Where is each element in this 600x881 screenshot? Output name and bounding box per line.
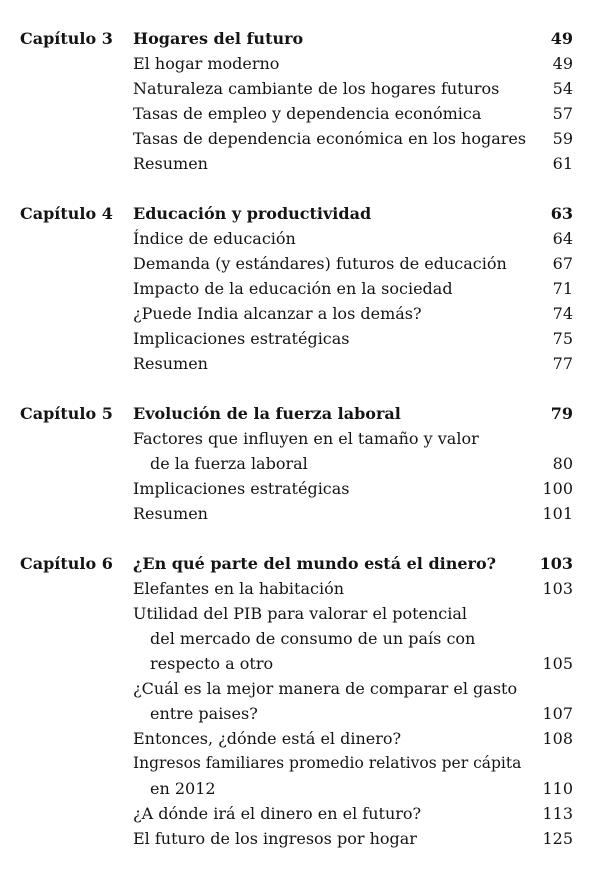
entry-title: El hogar moderno [133,54,280,73]
chapter-label: Capítulo 6 [20,554,113,573]
entry-page-number: 110 [542,779,573,798]
toc-entry-continuation [0,776,600,801]
toc-entry-continuation [0,701,600,726]
toc-entry [0,251,600,276]
chapter-heading [0,26,600,51]
toc-entry [0,126,600,151]
toc-entry [0,226,600,251]
entry-page-number: 57 [552,104,573,123]
chapter-label: Capítulo 3 [20,29,113,48]
toc-entry [0,826,600,851]
entry-title: Implicaciones estratégicas [133,329,350,348]
chapter-heading [0,551,600,576]
entry-title: Utilidad del PIB para valorar el potencial [133,604,468,623]
toc-entry [0,576,600,601]
entry-title: ¿Cuál es la mejor manera de comparar el gasto [133,679,518,698]
chapter-title: Educación y productividad [133,204,372,223]
entry-title: El futuro de los ingresos por hogar [133,829,417,848]
entry-title: Entonces, ¿dónde está el dinero? [133,729,402,748]
toc-entry [0,601,600,626]
entry-title: Elefantes en la habitación [133,579,345,598]
toc-entry [0,351,600,376]
toc-entry [0,101,600,126]
chapter-label: Capítulo 5 [20,404,113,423]
chapter-page-number: 63 [550,204,573,223]
entry-page-number: 71 [552,279,573,298]
entry-title: ¿A dónde irá el dinero en el futuro? [133,804,422,823]
entry-page-number: 61 [552,154,573,173]
chapter-title: ¿En qué parte del mundo está el dinero? [133,554,497,573]
entry-page-number: 108 [542,729,573,748]
entry-title-continuation: del mercado de consumo de un país con [150,629,476,648]
toc-entry [0,801,600,826]
toc-entry-continuation [0,651,600,676]
entry-title: Tasas de dependencia económica en los hogares [133,129,527,148]
chapter-title: Hogares del futuro [133,29,304,48]
toc-entry [0,51,600,76]
chapter-page-number: 79 [550,404,573,423]
entry-page-number: 125 [542,829,573,848]
entry-title: Índice de educación [133,229,296,248]
toc-entry [0,276,600,301]
entry-page-number: 77 [552,354,573,373]
entry-page-number: 105 [542,654,573,673]
entry-page-number: 80 [552,454,573,473]
toc-entry [0,326,600,351]
toc-entry [0,301,600,326]
entry-page-number: 74 [552,304,573,323]
entry-title-continuation: respecto a otro [150,654,274,673]
entry-page-number: 103 [542,579,573,598]
entry-page-number: 49 [552,54,573,73]
entry-title: Naturaleza cambiante de los hogares futuros [133,79,500,98]
entry-title: ¿Puede India alcanzar a los demás? [133,304,422,323]
chapter-heading [0,401,600,426]
entry-page-number: 67 [552,254,573,273]
entry-title: Resumen [133,354,208,373]
entry-page-number: 64 [552,229,573,248]
entry-title: Ingresos familiares promedio relativos per cápita [133,754,522,772]
entry-title: Implicaciones estratégicas [133,479,350,498]
toc-entry [0,151,600,176]
entry-page-number: 107 [542,704,573,723]
entry-title-continuation: entre paises? [150,704,258,723]
chapter-heading [0,201,600,226]
entry-title: Demanda (y estándares) futuros de educación [133,254,507,273]
chapter-page-number: 103 [539,554,573,573]
chapter-page-number: 49 [550,29,573,48]
entry-page-number: 75 [552,329,573,348]
entry-title: Impacto de la educación en la sociedad [133,279,453,298]
entry-page-number: 100 [542,479,573,498]
entry-title-continuation: de la fuerza laboral [150,454,308,473]
toc-entry [0,726,600,751]
entry-title: Resumen [133,154,208,173]
toc-entry [0,676,600,701]
entry-page-number: 101 [542,504,573,523]
toc-entry-continuation [0,451,600,476]
chapter-title: Evolución de la fuerza laboral [133,404,401,423]
toc-entry [0,426,600,451]
entry-page-number: 113 [542,804,573,823]
toc-entry-continuation [0,626,600,651]
chapter-label: Capítulo 4 [20,204,113,223]
entry-page-number: 54 [552,79,573,98]
entry-title: Resumen [133,504,208,523]
toc-entry [0,751,600,776]
entry-title: Factores que influyen en el tamaño y valor [133,429,479,448]
toc-entry [0,501,600,526]
toc-entry [0,476,600,501]
entry-page-number: 59 [552,129,573,148]
entry-title-continuation: en 2012 [150,779,216,798]
toc-entry [0,76,600,101]
entry-title: Tasas de empleo y dependencia económica [133,104,482,123]
